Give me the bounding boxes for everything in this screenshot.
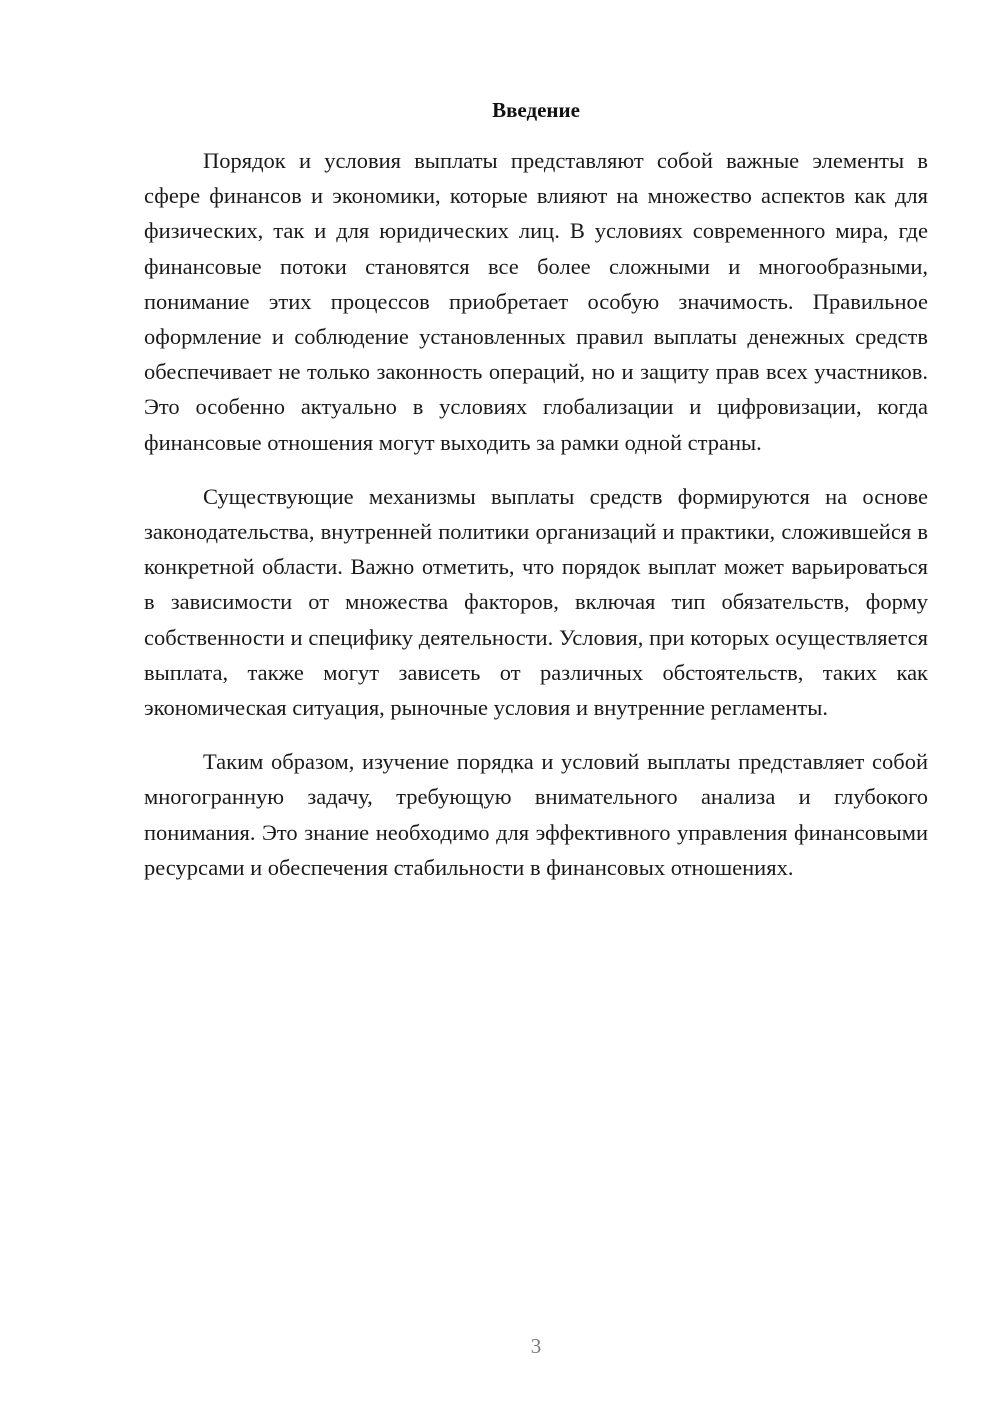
page-title: Введение [492,98,580,122]
body-text [144,143,928,885]
page-number: 3 [530,1334,542,1358]
paragraph-2: Существующие механизмы выплаты средств формируются на основе законодательства, внутренней политики организаций и практики, сложившейся в конкретной области. Важно отметить, что порядок выплат может варьироваться в зависимости от множества факторов, включая тип обязательств, форму собственности и специфику деятельности. Условия, при которых осуществляется выплата, также могут зависеть от различных обстоятельств, таких как экономическая ситуация, рыночные условия и внутренние регламенты. [144,483,928,721]
paragraph-1: Порядок и условия выплаты представляют собой важные элементы в сфере финансов и экономики, которые влияют на множество аспектов как для физических, так и для юридических лиц. В условиях современного мира, где финансовые потоки становятся все более сложными и многообразными, понимание этих процессов приобретает особую значимость. Правильное оформление и соблюдение установленных правил выплаты денежных средств обеспечивает не только законность операций, но и защиту прав всех участников. Это особенно актуально в условиях глобализации и цифровизации, когда финансовые отношения могут выходить за рамки одной страны. [144,148,928,455]
paragraph-3: Таким образом, изучение порядка и условий выплаты представляет собой многогранную задачу, требующую внимательного анализа и глубокого понимания. Это знание необходимо для эффективного управления финансовыми ресурсами и обеспечения стабильности в финансовых отношениях. [144,749,928,880]
